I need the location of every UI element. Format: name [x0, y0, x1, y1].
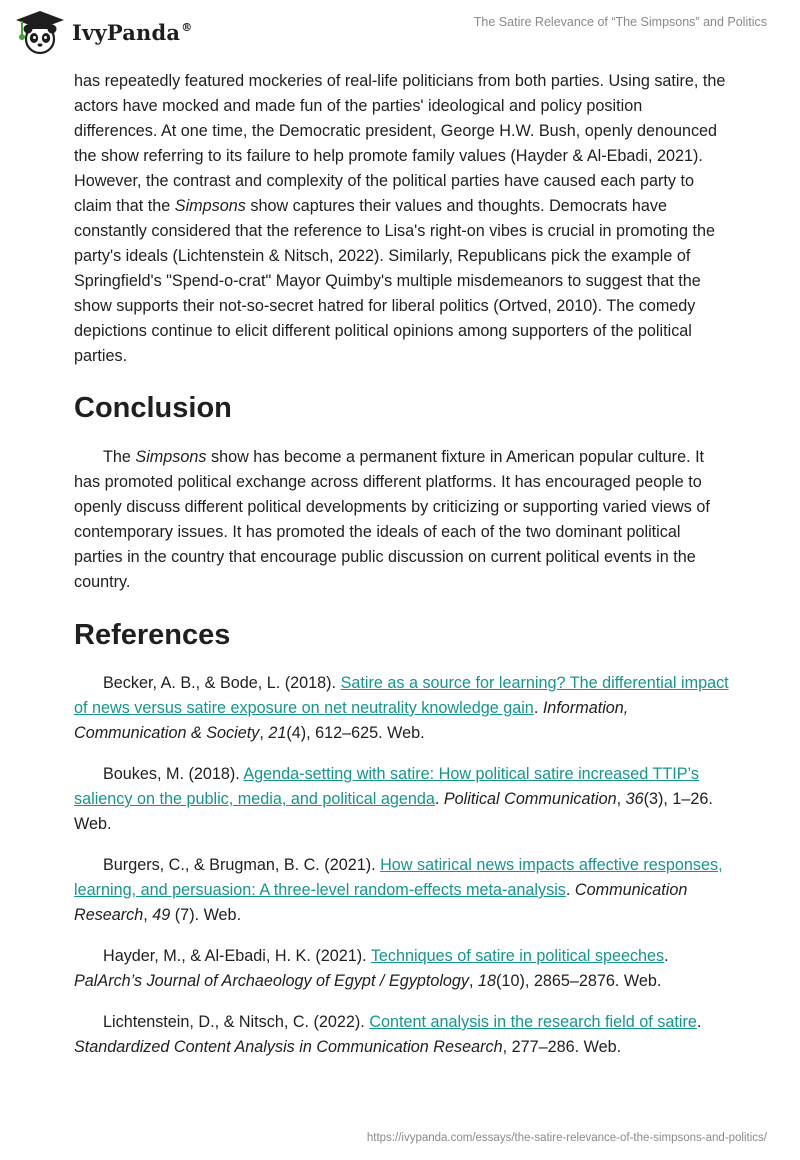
reference-link[interactable]: How satirical news impacts affective responses, learning, and persuasion: A three-level random-effects meta-analysis — [74, 856, 723, 899]
registered-mark: ® — [181, 20, 193, 34]
reference-item: Boukes, M. (2018). Agenda-setting with satire: How political satire increased TTIP’s saliency on the public, media, and political agenda. Political Communication, 36(3), 1–26. Web. — [74, 765, 713, 833]
document-title: The Satire Relevance of “The Simpsons” and Politics — [473, 15, 767, 29]
essay-content — [74, 69, 730, 1076]
references-heading: References — [74, 619, 231, 651]
conclusion-heading: Conclusion — [74, 392, 232, 424]
body-paragraph: has repeatedly featured mockeries of real-life politicians from both parties. Using satire, the actors have mocked and made fun of the parties' ideological and policy position differences. At one time, the Democratic president, George H.W. Bush, openly denounced the show referring to its failure to help promote family values (Hayder & Al-Ebadi, 2021). However, the contrast and complexity of the political parties have caused each party to claim that the Simpsons show captures their values and thoughts. Democrats have constantly considered that the reference to Lisa's right-on vibes is crucial in promoting the party's ideals (Lichtenstein & Nitsch, 2022). Similarly, Republicans pick the example of Springfield's "Spend-o-crat" Mayor Quimby's multiple misdemeanors to suggest that the show supports their not-so-secret hatred for liberal politics (Ortved, 2010). The comedy depictions continue to elicit different political opinions among supporters of the political parties. — [74, 72, 726, 365]
panda-graduate-icon — [14, 9, 66, 55]
reference-link[interactable]: Agenda-setting with satire: How political satire increased TTIP’s saliency on the public, media, and political agenda — [74, 765, 699, 808]
source-url: https://ivypanda.com/essays/the-satire-relevance-of-the-simpsons-and-politics/ — [366, 1132, 767, 1144]
reference-list — [74, 671, 730, 1060]
brand-name: IvyPanda® — [72, 19, 193, 45]
reference-link[interactable]: Satire as a source for learning? The differential impact of news versus satire exposure on net neutrality knowledge gain — [74, 674, 729, 717]
reference-item: Lichtenstein, D., & Nitsch, C. (2022). Content analysis in the research field of satire. Standardized Content Analysis in Communication Research, 277–286. Web. — [74, 1013, 702, 1056]
reference-item: Burgers, C., & Brugman, B. C. (2021). How satirical news impacts affective responses, learning, and persuasion: A three-level random-effects meta-analysis. Communication Research, 49 (7). Web. — [74, 856, 723, 924]
reference-item: Becker, A. B., & Bode, L. (2018). Satire as a source for learning? The differential impact of news versus satire exposure on net neutrality knowledge gain. Information, Communication & Society, 21(4), 612–625. Web. — [74, 674, 729, 742]
reference-link[interactable]: Content analysis in the research field of satire — [369, 1013, 697, 1031]
conclusion-paragraph: The Simpsons show has become a permanent fixture in American popular culture. It has promoted political exchange across different platforms. It has encouraged people to openly discuss different political developments by criticizing or supporting varied views of contemporary issues. It has promoted the ideals of each of the two dominant political parties in the country that encourage public discussion on current political events in the country. — [74, 448, 710, 591]
reference-item: Hayder, M., & Al-Ebadi, H. K. (2021). Techniques of satire in political speeches. PalArch’s Journal of Archaeology of Egypt / Egyptology, 18(10), 2865–2876. Web. — [74, 947, 669, 990]
ivypanda-logo[interactable] — [14, 8, 192, 56]
page-header — [0, 0, 800, 62]
reference-link[interactable]: Techniques of satire in political speeches — [370, 947, 665, 965]
